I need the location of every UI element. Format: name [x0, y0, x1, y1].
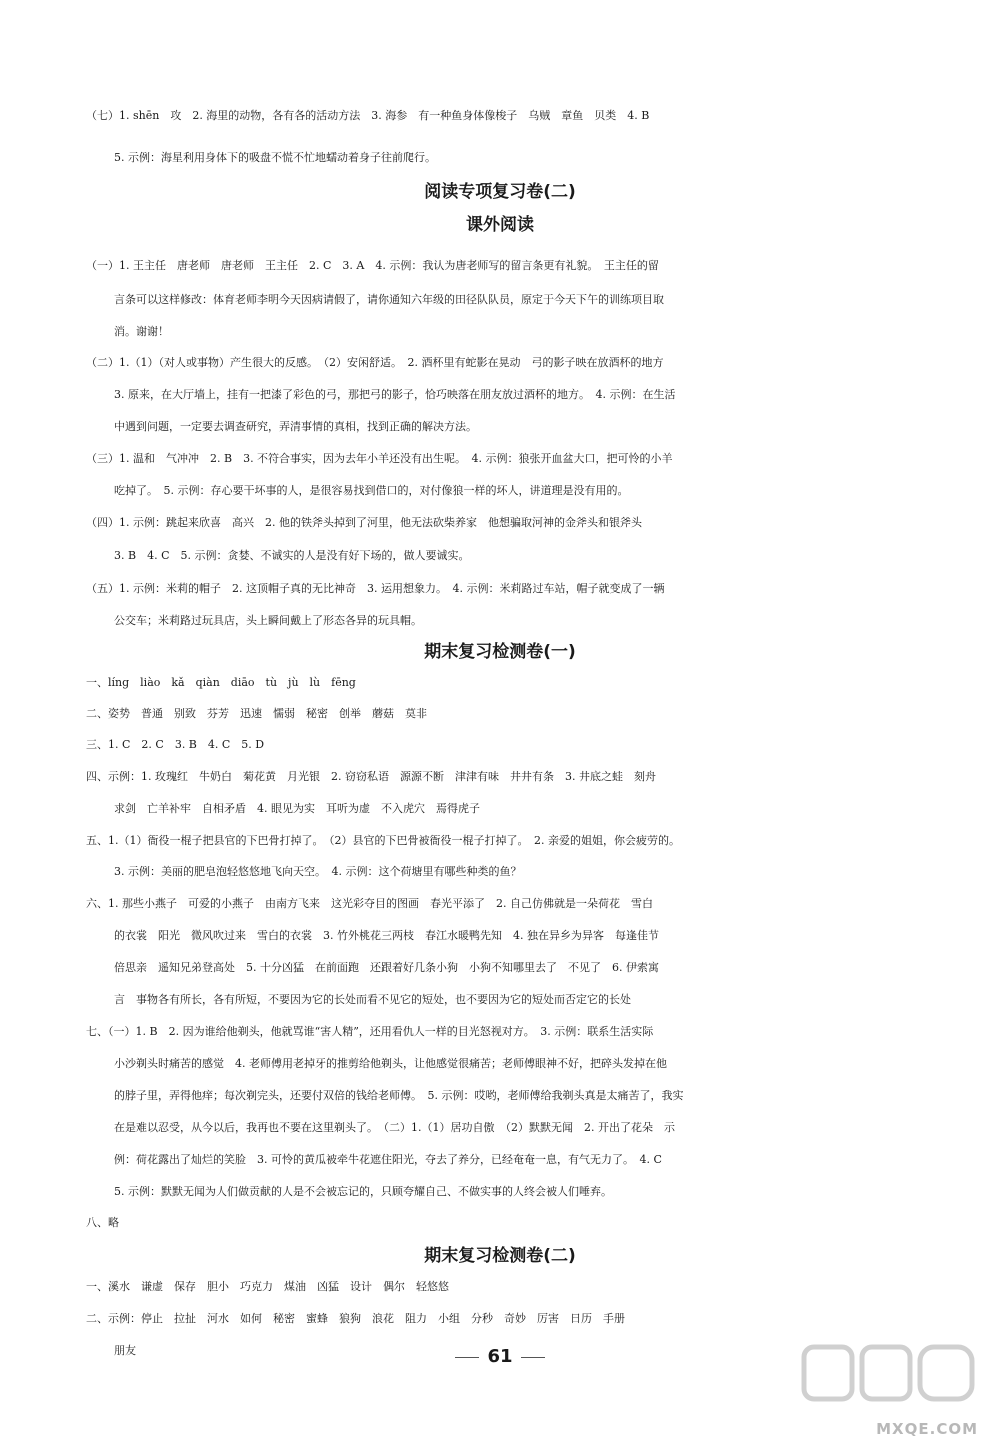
- answer-line: 倍思亲 遥知兄弟登高处 5. 十分凶猛 在前面跑 还跟着好几条小狗 小狗不知哪里去了 不见了 6. 伊索寓: [114, 961, 659, 974]
- answer-line: 吃掉了。 5. 示例：存心要干坏事的人，是很容易找到借口的，对付像狼一样的坏人，讲道理是没有用的。: [114, 484, 629, 497]
- page-number: 61: [0, 1346, 1000, 1367]
- watermark-text: MXQE.COM: [876, 1420, 978, 1438]
- answer-line: 例：荷花露出了灿烂的笑脸 3. 可怜的黄瓜被牵牛花遮住阳光，夺去了养分，已经奄奄一息，有气无力了。 4. C: [114, 1153, 662, 1166]
- answer-line: （四）1. 示例：跳起来欣喜 高兴 2. 他的铁斧头掉到了河里，他无法砍柴养家 他想骗取河神的金斧头和银斧头: [86, 516, 642, 529]
- answer-line: 一、líng liào kǎ qiàn diāo tù jù lù fēng: [86, 676, 356, 689]
- answer-line: 3. 示例：美丽的肥皂泡轻悠悠地飞向天空。 4. 示例：这个荷塘里有哪些种类的鱼？: [114, 865, 522, 878]
- answer-line: 一、溪水 谦虚 保存 胆小 巧克力 煤油 凶猛 设计 偶尔 轻悠悠: [86, 1280, 449, 1293]
- answer-line: （七）1. shēn 攻 2. 海里的动物，各有各的活动方法 3. 海参 有一种鱼身体像梭子 乌贼 章鱼 贝类 4. B: [86, 109, 650, 122]
- answer-line: 朋友: [114, 1344, 136, 1357]
- answer-line: 的脖子里，弄得他痒；每次剃完头，还要付双倍的钱给老师傅。 5. 示例：哎哟，老师傅给我剃头真是太痛苦了，我实: [114, 1089, 684, 1102]
- answer-line: 言条可以这样修改：体育老师李明今天因病请假了，请你通知六年级的田径队队员，原定于今天下午的训练项目取: [114, 293, 664, 306]
- answer-line: 八、略: [86, 1216, 119, 1229]
- answer-line: 七、（一）1. B 2. 因为谁给他剃头，他就骂谁“害人精”，还用看仇人一样的目光怒视对方。 3. 示例：联系生活实际: [86, 1025, 654, 1038]
- answer-line: 在是难以忍受，从今以后，我再也不要在这里剃头了。 （二）1.（1）居功自傲 （2）默默无闻 2. 开出了花朵 示: [114, 1121, 675, 1134]
- answer-line: 的衣裳 阳光 微风吹过来 雪白的衣裳 3. 竹外桃花三两枝 春江水暖鸭先知 4. 独在异乡为异客 每逢佳节: [114, 929, 659, 942]
- section-title: 课外阅读: [466, 215, 534, 235]
- answer-line: 五、1.（1）衙役一棍子把县官的下巴骨打掉了。 （2）县官的下巴骨被衙役一棍子打掉了。 2. 亲爱的姐姐，你会疲劳的。: [86, 834, 680, 847]
- section-title: 期末复习检测卷(二): [424, 1246, 576, 1266]
- answer-line: （二）1.（1）（对人或事物）产生很大的反感。 （2）安闲舒适。 2. 酒杯里有蛇影在晃动 弓的影子映在放酒杯的地方: [86, 356, 664, 369]
- answer-line: 3. B 4. C 5. 示例：贪婪、不诚实的人是没有好下场的，做人要诚实。: [114, 549, 470, 562]
- section-title: 阅读专项复习卷(二): [424, 182, 576, 202]
- answer-line: 求剑 亡羊补牢 自相矛盾 4. 眼见为实 耳听为虚 不入虎穴 焉得虎子: [114, 802, 480, 815]
- answer-line: 5. 示例：海星利用身体下的吸盘不慌不忙地蠕动着身子往前爬行。: [114, 151, 436, 164]
- answer-line: 二、姿势 普通 别致 芬芳 迅速 懦弱 秘密 创举 蘑菇 莫非: [86, 707, 427, 720]
- answer-line: 3. 原来，在大厅墙上，挂有一把漆了彩色的弓，那把弓的影子，恰巧映落在朋友放过酒杯的地方。 4. 示例：在生活: [114, 388, 676, 401]
- answer-line: 消。谢谢！: [114, 325, 169, 338]
- answer-line: 四、示例：1. 玫瑰红 牛奶白 菊花黄 月光银 2. 窃窃私语 源源不断 津津有味 井井有条 3. 井底之蛙 刻舟: [86, 770, 656, 783]
- section-title: 期末复习检测卷(一): [424, 642, 576, 662]
- answer-line: 二、示例：停止 拉扯 河水 如何 秘密 蜜蜂 狼狗 浪花 阻力 小组 分秒 奇妙 厉害 日历 手册: [86, 1312, 625, 1325]
- answer-line: 小沙剃头时痛苦的感觉 4. 老师傅用老掉牙的推剪给他剃头，让他感觉很痛苦；老师傅眼神不好，把碎头发掉在他: [114, 1057, 667, 1070]
- answer-line: （一）1. 王主任 唐老师 唐老师 王主任 2. C 3. A 4. 示例：我认为唐老师写的留言条更有礼貌。 王主任的留: [86, 259, 659, 272]
- answer-line: 公交车；米莉路过玩具店，头上瞬间戴上了形态各异的玩具帽。: [114, 614, 422, 627]
- answer-line: （五）1. 示例：米莉的帽子 2. 这顶帽子真的无比神奇 3. 运用想象力。 4. 示例：米莉路过车站，帽子就变成了一辆: [86, 582, 665, 595]
- answer-line: 中遇到问题，一定要去调查研究，弄清事情的真相，找到正确的解决方法。: [114, 420, 477, 433]
- answer-line: 三、1. C 2. C 3. B 4. C 5. D: [86, 738, 265, 751]
- answer-line: 六、1. 那些小燕子 可爱的小燕子 由南方飞来 这光彩夺目的图画 春光平添了 2. 自己仿佛就是一朵荷花 雪白: [86, 897, 653, 910]
- answer-line: （三）1. 温和 气冲冲 2. B 3. 不符合事实，因为去年小羊还没有出生呢。 4. 示例：狼张开血盆大口，把可怜的小羊: [86, 452, 673, 465]
- answer-line: 言 事物各有所长，各有所短，不要因为它的长处而看不见它的短处，也不要因为它的短处而否定它的长处: [114, 993, 631, 1006]
- answer-line: 5. 示例：默默无闻为人们做贡献的人是不会被忘记的，只顾夸耀自己、不做实事的人终会被人们唾弃。: [114, 1185, 612, 1198]
